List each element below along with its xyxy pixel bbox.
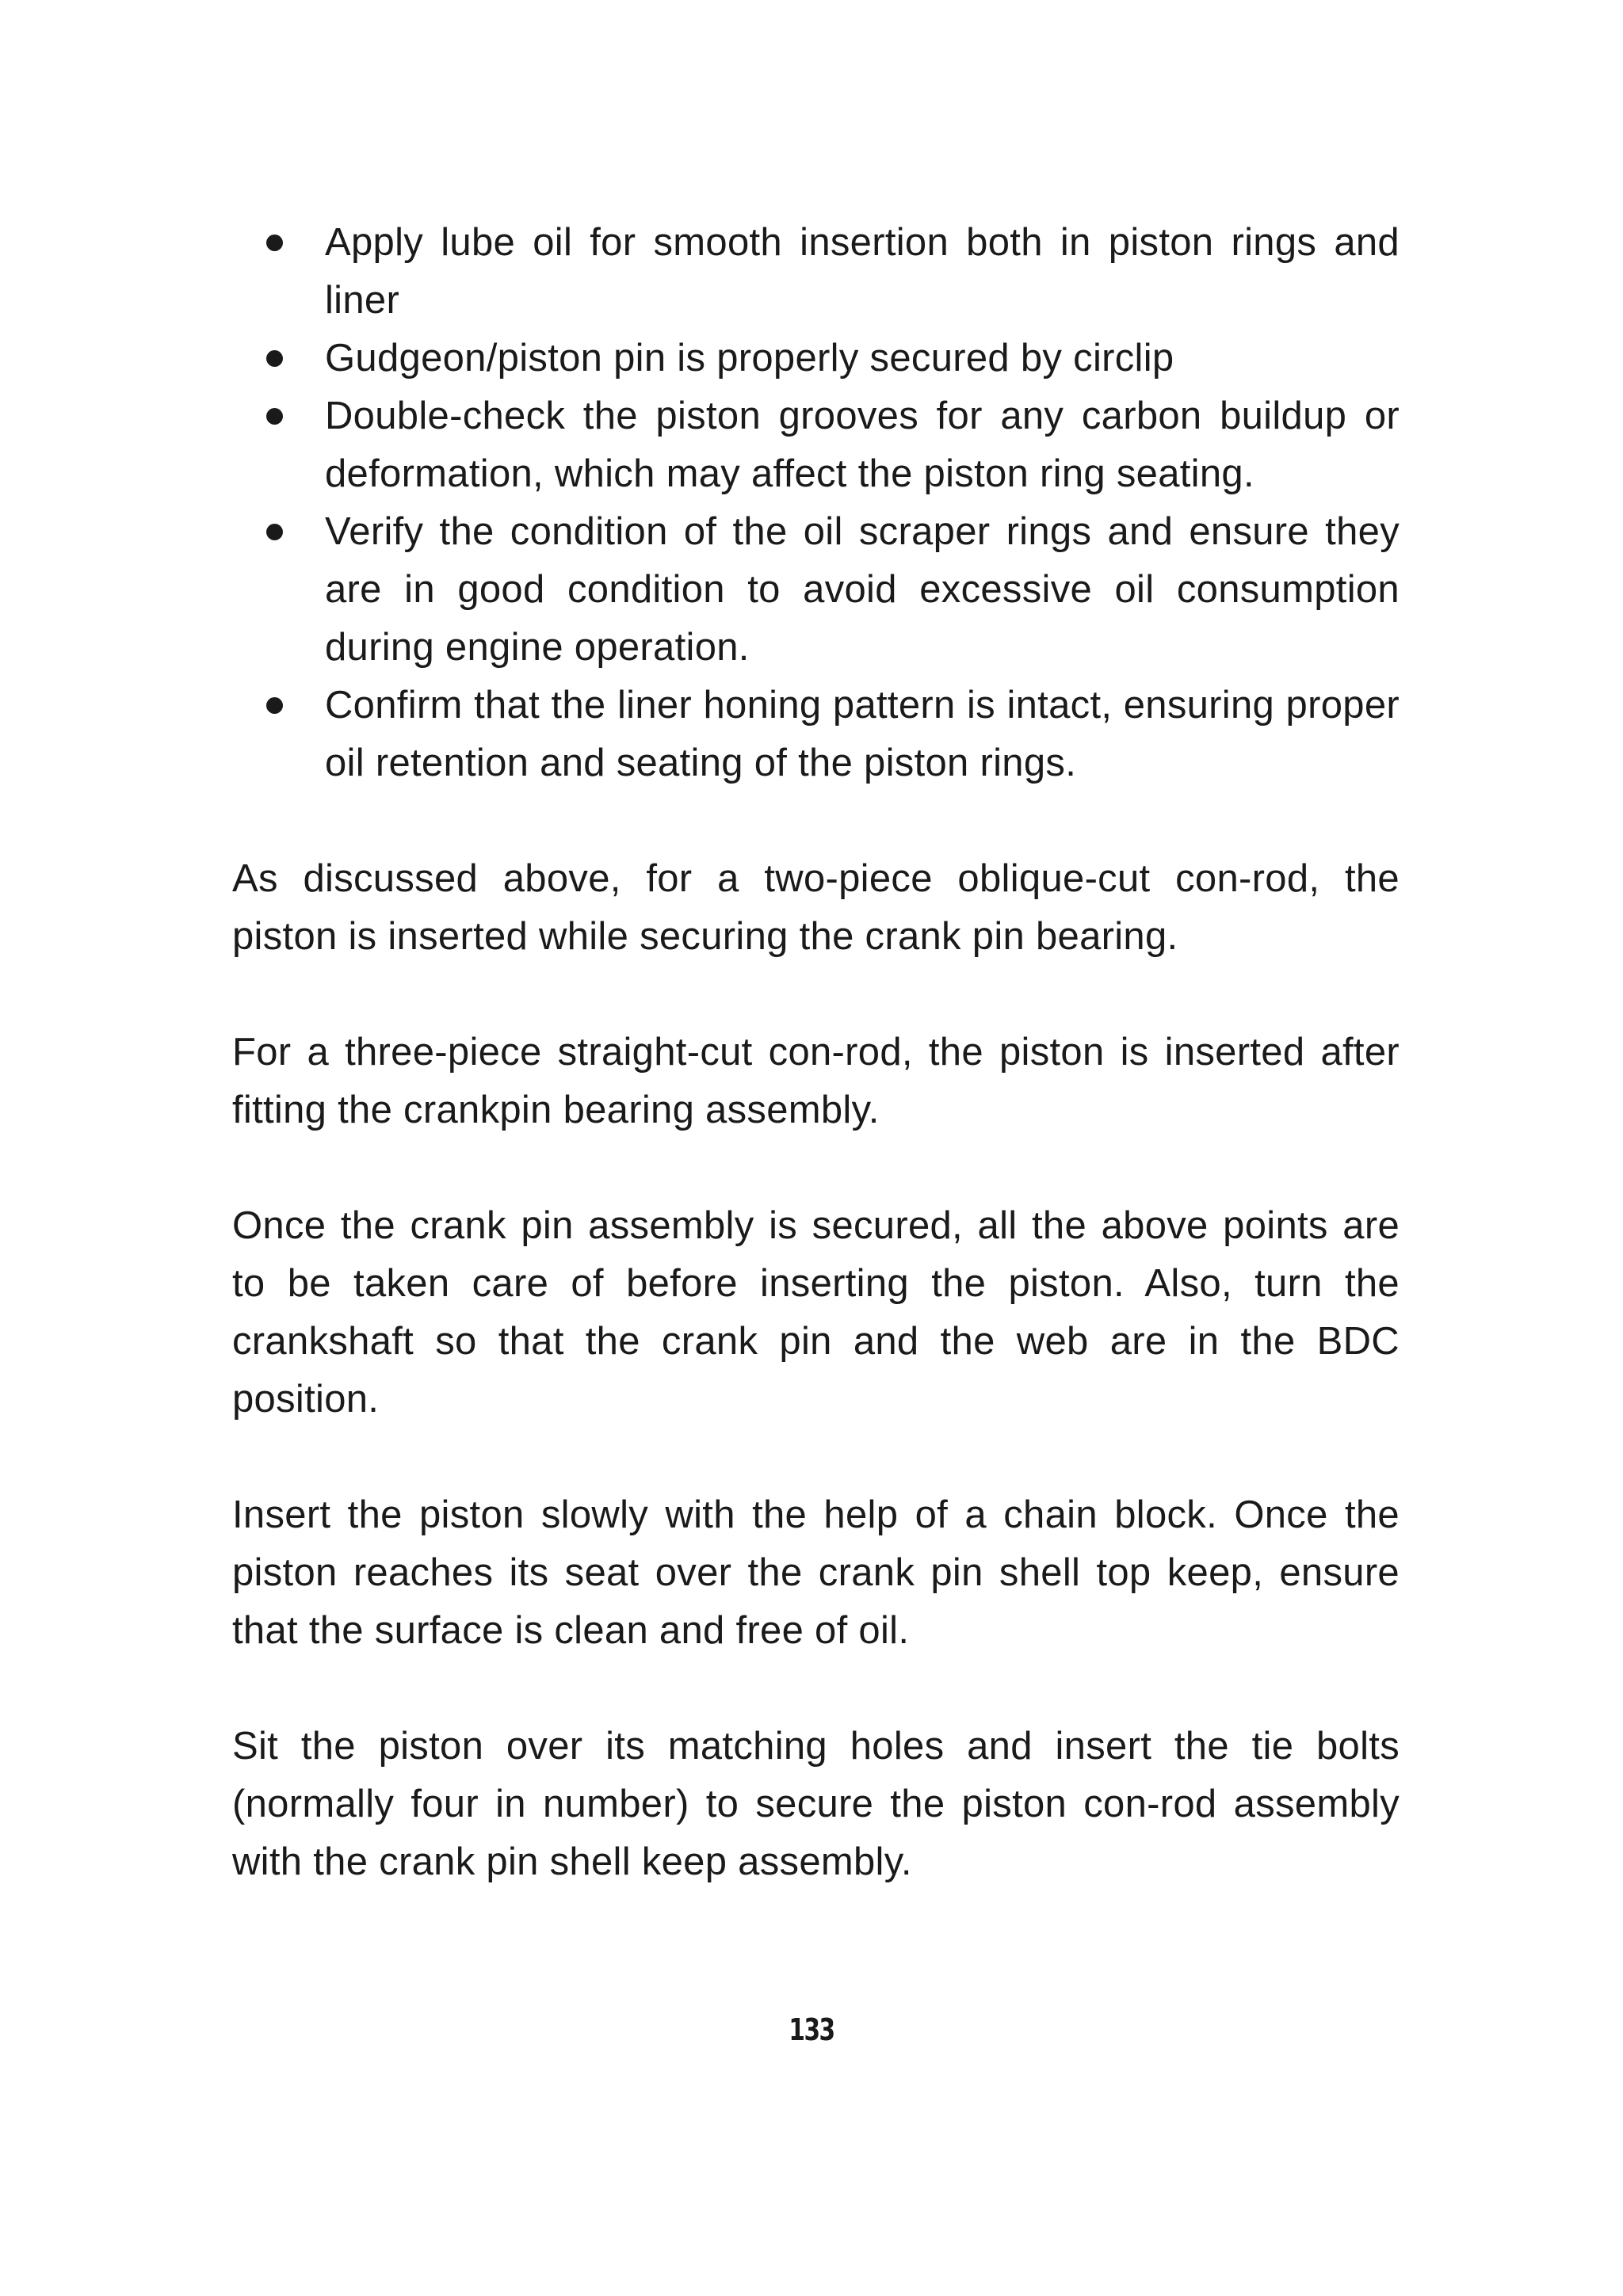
bullet-text: Double-check the piston grooves for any carbon buildup or deformation, which may affect the piston ring seating.	[325, 395, 1400, 495]
checklist-bullets	[232, 214, 1400, 792]
bullet-item	[325, 214, 1400, 330]
page-number: 133	[789, 2012, 834, 2047]
bullet-dot-icon	[266, 235, 283, 251]
bullet-text: Confirm that the liner honing pattern is intact, ensuring proper oil retention and seating of the piston rings.	[325, 684, 1400, 784]
bullet-item	[325, 387, 1400, 503]
body-paragraph: Once the crank pin assembly is secured, all the above points are to be taken care of before inserting the piston. Also, turn the crankshaft so that the crank pin and the web are in the BDC position.	[232, 1204, 1400, 1421]
body-paragraph: As discussed above, for a two-piece oblique-cut con-rod, the piston is inserted while securing the crank pin bearing.	[232, 857, 1400, 958]
body-paragraph: For a three-piece straight-cut con-rod, the piston is inserted after fitting the crankpin bearing assembly.	[232, 1031, 1400, 1131]
bullet-item	[325, 503, 1400, 677]
bullet-text: Apply lube oil for smooth insertion both in piston rings and liner	[325, 221, 1400, 322]
bullet-text: Verify the condition of the oil scraper rings and ensure they are in good condition to avoid excessive oil consumption during engine operation.	[325, 510, 1400, 669]
body-paragraph: Insert the piston slowly with the help of a chain block. Once the piston reaches its seat over the crank pin shell top keep, ensure that the surface is clean and free of oil.	[232, 1493, 1400, 1652]
bullet-item	[325, 330, 1400, 387]
body-paragraph: Sit the piston over its matching holes and insert the tie bolts (normally four in number) to secure the piston con-rod assembly with the crank pin shell keep assembly.	[232, 1725, 1400, 1883]
bullet-item	[325, 677, 1400, 792]
bullet-dot-icon	[266, 350, 283, 367]
bullet-dot-icon	[266, 697, 283, 714]
bullet-dot-icon	[266, 408, 283, 425]
bullet-dot-icon	[266, 524, 283, 540]
page-body	[232, 214, 1400, 1891]
bullet-text: Gudgeon/piston pin is properly secured by circlip	[325, 337, 1174, 379]
